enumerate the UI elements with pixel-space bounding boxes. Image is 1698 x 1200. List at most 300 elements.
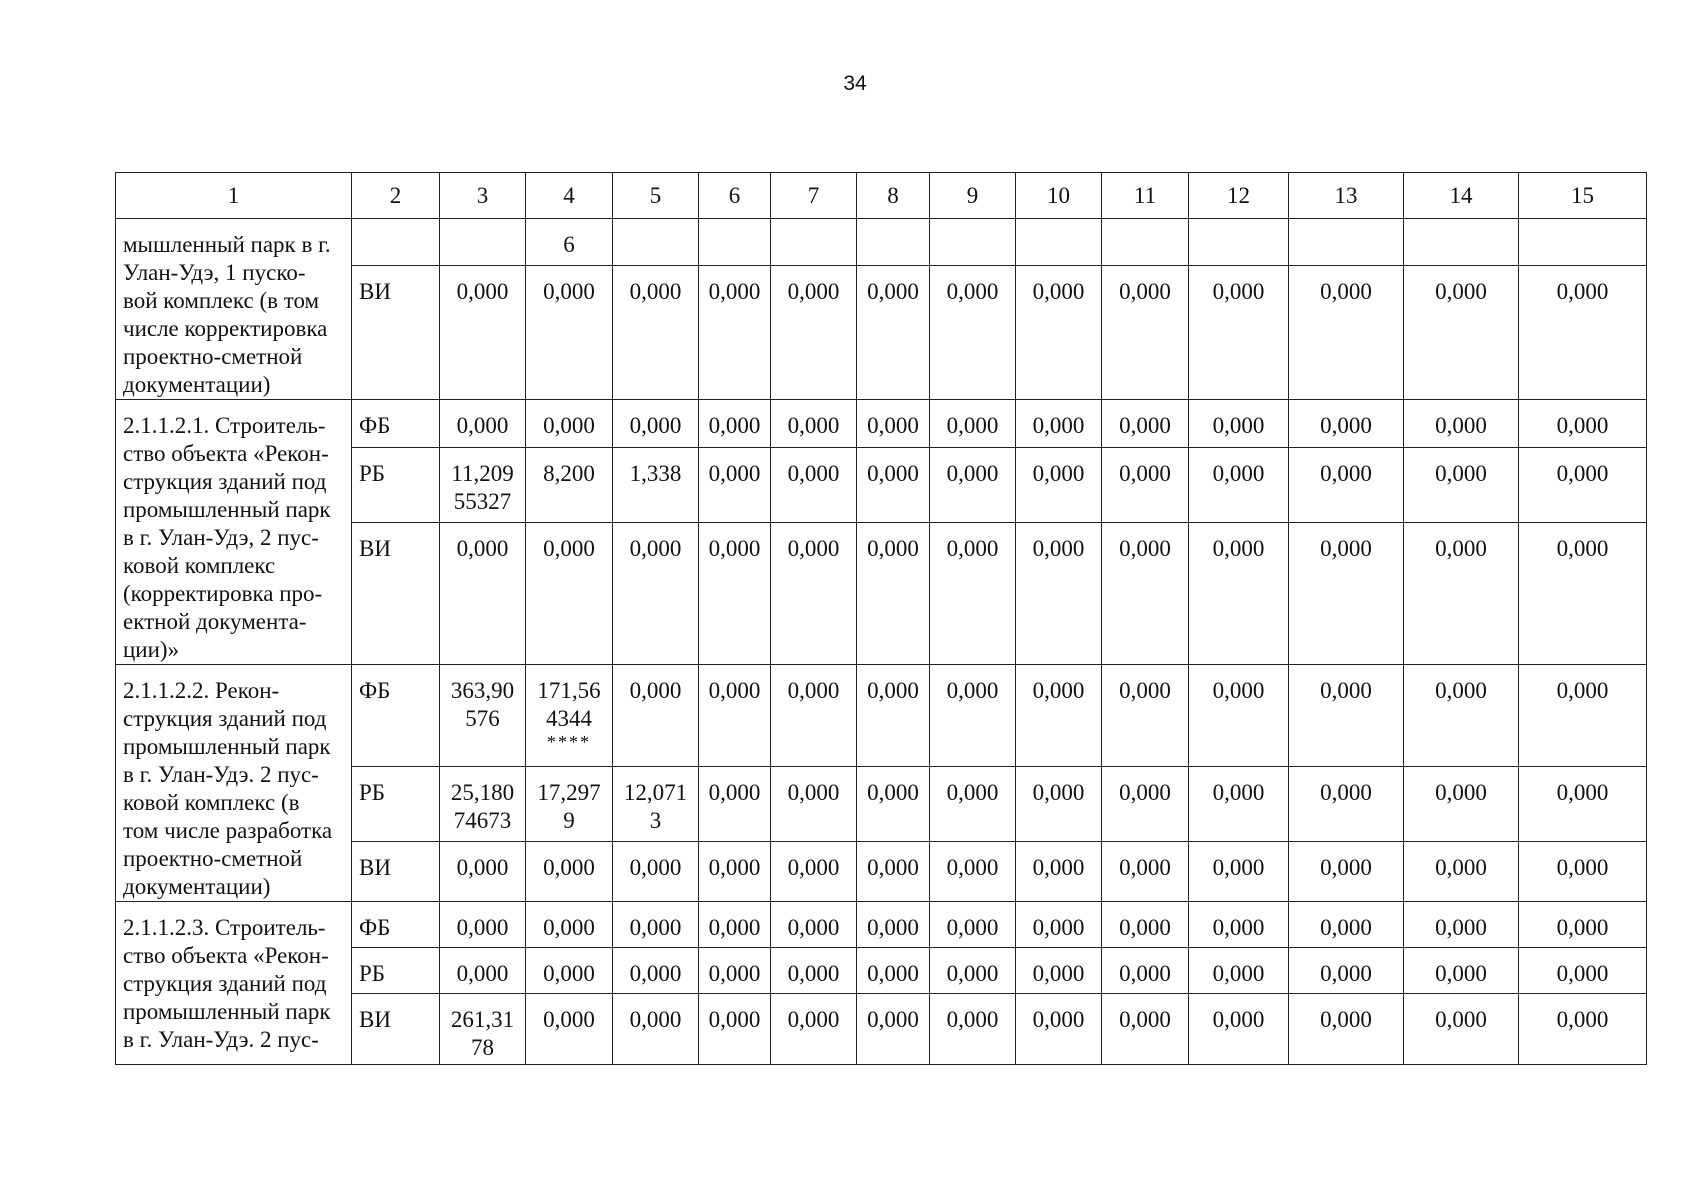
value-cell bbox=[930, 266, 1016, 400]
description-line: в г. Улан-Удэ. 2 пус- bbox=[123, 1027, 319, 1052]
value-cell bbox=[699, 448, 771, 523]
footnote-mark: **** bbox=[547, 732, 591, 752]
value-cell bbox=[613, 523, 699, 665]
value-cell bbox=[613, 767, 699, 842]
value-text: 0,000 bbox=[708, 413, 761, 438]
funding-source: ВИ bbox=[352, 266, 440, 400]
value-text: 0,000 bbox=[1435, 413, 1487, 438]
value-text: 0,000 bbox=[543, 961, 595, 986]
value-text: 0,000 bbox=[1212, 461, 1265, 487]
value-cell bbox=[1519, 841, 1647, 901]
value-cell bbox=[1519, 266, 1647, 400]
value-text: 0,000 bbox=[787, 279, 840, 305]
column-header: 2 bbox=[352, 173, 440, 219]
value-cell bbox=[1519, 767, 1647, 842]
value-cell bbox=[1016, 400, 1102, 448]
description-line: промышленный парк bbox=[123, 497, 331, 522]
value-text: 0,000 bbox=[1119, 915, 1171, 940]
value-cell bbox=[857, 219, 930, 266]
value-text: 0,000 bbox=[946, 854, 999, 880]
value-text: 0,000 bbox=[1435, 854, 1487, 880]
value-cell bbox=[613, 994, 699, 1065]
value-cell bbox=[526, 400, 613, 448]
page-number: 34 bbox=[843, 72, 867, 95]
value-text: 0,000 bbox=[1032, 678, 1085, 703]
value-cell bbox=[1016, 767, 1102, 842]
value-cell bbox=[440, 948, 526, 994]
value-text: 0,000 bbox=[708, 461, 761, 487]
item-description bbox=[116, 902, 352, 1065]
value-cell bbox=[930, 948, 1016, 994]
value-text: 0,000 bbox=[1320, 1007, 1372, 1032]
description-line: вой комплекс (в том bbox=[123, 288, 320, 313]
value-cell bbox=[1102, 448, 1189, 523]
value-text: 0,000 bbox=[629, 678, 682, 703]
value-text: 0,000 bbox=[787, 854, 840, 880]
funding-source bbox=[352, 219, 440, 266]
value-text: 0,000 bbox=[1435, 780, 1487, 806]
table-body bbox=[116, 173, 1647, 1065]
value-text: 0,000 bbox=[1032, 915, 1085, 940]
value-text: 261,31 bbox=[450, 1007, 515, 1032]
value-text: 0,000 bbox=[1032, 413, 1085, 438]
value-text: 0,000 bbox=[1212, 536, 1265, 562]
description-line: проектно-сметной bbox=[123, 846, 303, 871]
value-text: 0,000 bbox=[867, 780, 919, 806]
value-cell bbox=[613, 448, 699, 523]
description-line: 2.1.1.2.3. Строитель- bbox=[123, 915, 326, 940]
value-cell bbox=[1189, 841, 1289, 901]
value-text: 0,000 bbox=[787, 536, 840, 562]
value-cell bbox=[771, 266, 857, 400]
value-text: 0,000 bbox=[1320, 961, 1372, 986]
value-text: 11,209 bbox=[451, 461, 514, 487]
description-line: ектной документа- bbox=[123, 609, 307, 634]
value-cell bbox=[1289, 665, 1404, 767]
value-text: 0,000 bbox=[1320, 780, 1372, 806]
value-cell bbox=[857, 841, 930, 901]
value-cell bbox=[526, 219, 613, 266]
value-text: 0,000 bbox=[708, 915, 761, 940]
description-line: Улан-Удэ, 1 пуско- bbox=[123, 260, 306, 285]
value-text: 0,000 bbox=[946, 780, 999, 806]
value-cell bbox=[1016, 266, 1102, 400]
value-cell bbox=[526, 902, 613, 948]
value-cell bbox=[1289, 448, 1404, 523]
value-cell bbox=[699, 400, 771, 448]
value-text: 0,000 bbox=[1556, 961, 1609, 986]
value-text: 0,000 bbox=[946, 915, 999, 940]
value-cell bbox=[1289, 994, 1404, 1065]
value-cell bbox=[440, 994, 526, 1065]
value-text: 0,000 bbox=[1320, 678, 1372, 703]
table-row bbox=[116, 665, 1647, 767]
value-cell bbox=[1016, 523, 1102, 665]
value-cell bbox=[1289, 767, 1404, 842]
value-cell bbox=[440, 400, 526, 448]
value-cell bbox=[699, 219, 771, 266]
description-line: струкция зданий под bbox=[123, 706, 327, 731]
value-cell bbox=[1016, 902, 1102, 948]
value-text: 0,000 bbox=[708, 1007, 761, 1032]
value-text: 0,000 bbox=[456, 961, 509, 986]
value-text: 0,000 bbox=[1556, 536, 1609, 562]
value-text: 0,000 bbox=[543, 279, 595, 305]
value-cell bbox=[771, 400, 857, 448]
value-text: 0,000 bbox=[867, 413, 919, 438]
value-text: 12,071 bbox=[623, 780, 688, 806]
value-cell bbox=[1519, 400, 1647, 448]
value-text: 3 bbox=[649, 808, 662, 834]
value-cell bbox=[613, 841, 699, 901]
value-cell bbox=[1519, 665, 1647, 767]
value-cell bbox=[1102, 841, 1189, 901]
value-text: 0,000 bbox=[1320, 536, 1372, 562]
value-cell bbox=[930, 400, 1016, 448]
value-cell bbox=[771, 219, 857, 266]
value-text: 0,000 bbox=[1320, 915, 1372, 940]
value-text: 0,000 bbox=[1320, 413, 1372, 438]
value-text: 0,000 bbox=[629, 854, 682, 880]
column-header: 10 bbox=[1016, 173, 1102, 219]
value-text: 0,000 bbox=[543, 413, 595, 438]
value-cell bbox=[857, 665, 930, 767]
table-row bbox=[116, 219, 1647, 266]
value-cell bbox=[526, 841, 613, 901]
value-text: 0,000 bbox=[787, 915, 840, 940]
value-cell bbox=[613, 400, 699, 448]
value-text: 8,200 bbox=[543, 461, 595, 487]
value-cell bbox=[1016, 841, 1102, 901]
funding-source: ФБ bbox=[352, 902, 440, 948]
value-cell bbox=[1289, 266, 1404, 400]
value-cell bbox=[930, 219, 1016, 266]
value-cell bbox=[1189, 948, 1289, 994]
description-line: 2.1.1.2.2. Рекон- bbox=[123, 678, 280, 703]
value-cell bbox=[857, 902, 930, 948]
value-cell bbox=[699, 665, 771, 767]
value-cell bbox=[771, 948, 857, 994]
value-text: 0,000 bbox=[1032, 961, 1085, 986]
description-line: 2.1.1.2.1. Строитель- bbox=[123, 413, 326, 438]
value-text: 363,90 bbox=[450, 678, 515, 703]
value-cell bbox=[1404, 994, 1519, 1065]
value-text: 1,338 bbox=[629, 461, 682, 487]
value-cell bbox=[771, 902, 857, 948]
value-cell bbox=[1189, 523, 1289, 665]
value-cell bbox=[1102, 948, 1189, 994]
value-cell bbox=[1519, 902, 1647, 948]
value-cell bbox=[699, 948, 771, 994]
item-description bbox=[116, 665, 352, 902]
value-text: 0,000 bbox=[867, 854, 919, 880]
value-text: 0,000 bbox=[1556, 780, 1609, 806]
value-cell bbox=[1519, 219, 1647, 266]
value-text: 0,000 bbox=[1032, 780, 1085, 806]
value-text: 0,000 bbox=[1435, 915, 1487, 940]
value-text: 0,000 bbox=[543, 536, 595, 562]
value-cell bbox=[930, 767, 1016, 842]
value-text: 0,000 bbox=[1556, 413, 1609, 438]
value-text: 25,180 bbox=[450, 780, 515, 806]
value-cell bbox=[1189, 448, 1289, 523]
value-cell bbox=[930, 665, 1016, 767]
value-text: 0,000 bbox=[946, 961, 999, 986]
value-cell bbox=[1189, 902, 1289, 948]
description-line: том числе разработка bbox=[123, 818, 333, 843]
value-cell bbox=[857, 767, 930, 842]
value-text: 0,000 bbox=[629, 961, 682, 986]
value-cell bbox=[1519, 523, 1647, 665]
value-cell bbox=[1102, 266, 1189, 400]
value-cell bbox=[930, 448, 1016, 523]
value-cell bbox=[771, 841, 857, 901]
value-cell bbox=[857, 448, 930, 523]
value-text: 0,000 bbox=[1435, 678, 1487, 703]
value-cell bbox=[1102, 665, 1189, 767]
value-cell bbox=[857, 266, 930, 400]
description-line: документации) bbox=[123, 874, 271, 899]
value-cell bbox=[1016, 448, 1102, 523]
value-cell bbox=[1189, 994, 1289, 1065]
value-cell bbox=[440, 841, 526, 901]
value-text: 0,000 bbox=[946, 413, 999, 438]
value-cell bbox=[699, 767, 771, 842]
funding-source: ВИ bbox=[352, 841, 440, 901]
value-cell bbox=[526, 767, 613, 842]
value-cell bbox=[526, 948, 613, 994]
value-text: 0,000 bbox=[1212, 780, 1265, 806]
value-text: 0,000 bbox=[946, 461, 999, 487]
value-cell bbox=[1289, 400, 1404, 448]
value-text: 0,000 bbox=[1435, 536, 1487, 562]
value-cell bbox=[771, 994, 857, 1065]
value-cell bbox=[1404, 948, 1519, 994]
value-cell bbox=[1289, 902, 1404, 948]
description-line: проектно-сметной bbox=[123, 344, 303, 369]
column-header: 11 bbox=[1102, 173, 1189, 219]
value-cell bbox=[930, 994, 1016, 1065]
funding-source: РБ bbox=[352, 448, 440, 523]
value-text: 0,000 bbox=[946, 678, 999, 703]
value-cell bbox=[699, 266, 771, 400]
value-cell bbox=[1189, 665, 1289, 767]
value-cell bbox=[440, 665, 526, 767]
value-text: 0,000 bbox=[1212, 678, 1265, 703]
value-cell bbox=[771, 523, 857, 665]
value-cell bbox=[930, 841, 1016, 901]
value-text: 0,000 bbox=[456, 915, 509, 940]
value-text: 0,000 bbox=[1435, 1007, 1487, 1032]
description-line: в г. Улан-Удэ. 2 пус- bbox=[123, 762, 319, 787]
value-cell bbox=[613, 948, 699, 994]
value-cell bbox=[613, 266, 699, 400]
description-line: ство объекта «Рекон- bbox=[123, 943, 329, 968]
value-text: 0,000 bbox=[1556, 1007, 1609, 1032]
funding-source: ВИ bbox=[352, 523, 440, 665]
value-cell bbox=[1016, 665, 1102, 767]
value-cell bbox=[1289, 841, 1404, 901]
value-cell bbox=[1519, 994, 1647, 1065]
value-text: 0,000 bbox=[708, 961, 761, 986]
value-text: 0,000 bbox=[456, 854, 509, 880]
description-line: промышленный парк bbox=[123, 999, 331, 1024]
value-cell bbox=[1289, 523, 1404, 665]
column-header: 3 bbox=[440, 173, 526, 219]
value-cell bbox=[1404, 219, 1519, 266]
value-text: 0,000 bbox=[946, 279, 999, 305]
value-text: 0,000 bbox=[708, 678, 761, 703]
value-text: 0,000 bbox=[1435, 461, 1487, 487]
value-text: 0,000 bbox=[1212, 279, 1265, 305]
value-text: 0,000 bbox=[867, 915, 919, 940]
item-description bbox=[116, 219, 352, 400]
value-text: 0,000 bbox=[456, 413, 509, 438]
value-text: 78 bbox=[471, 1035, 494, 1060]
column-header: 4 bbox=[526, 173, 613, 219]
value-cell bbox=[526, 523, 613, 665]
value-text: 0,000 bbox=[867, 536, 919, 562]
value-cell bbox=[699, 994, 771, 1065]
value-cell bbox=[771, 767, 857, 842]
description-line: струкция зданий под bbox=[123, 469, 327, 494]
value-text: 0,000 bbox=[1435, 279, 1487, 305]
column-header: 8 bbox=[857, 173, 930, 219]
value-cell bbox=[1189, 219, 1289, 266]
value-cell bbox=[1519, 948, 1647, 994]
value-text: 0,000 bbox=[1212, 1007, 1265, 1032]
value-cell bbox=[1404, 767, 1519, 842]
column-header: 15 bbox=[1519, 173, 1647, 219]
value-text: 0,000 bbox=[543, 1007, 595, 1032]
value-text: 0,000 bbox=[867, 461, 919, 487]
value-text: 0,000 bbox=[1119, 279, 1171, 305]
value-text: 0,000 bbox=[708, 279, 761, 305]
value-text: 55327 bbox=[453, 489, 512, 515]
value-text: 0,000 bbox=[456, 536, 509, 562]
column-header: 1 bbox=[116, 173, 352, 219]
value-text: 0,000 bbox=[1032, 536, 1085, 562]
description-line: струкция зданий под bbox=[123, 971, 327, 996]
value-text: 6 bbox=[563, 232, 575, 257]
value-text: 0,000 bbox=[1119, 461, 1171, 487]
value-cell bbox=[440, 219, 526, 266]
value-cell bbox=[1404, 448, 1519, 523]
header-row bbox=[116, 173, 1647, 219]
value-text: 0,000 bbox=[1212, 413, 1265, 438]
value-cell bbox=[1404, 266, 1519, 400]
value-cell bbox=[930, 902, 1016, 948]
value-cell bbox=[1519, 448, 1647, 523]
funding-source: РБ bbox=[352, 767, 440, 842]
column-header: 14 bbox=[1404, 173, 1519, 219]
value-text: 0,000 bbox=[1556, 461, 1609, 487]
value-text: 0,000 bbox=[1212, 961, 1265, 986]
value-cell bbox=[613, 902, 699, 948]
value-text: 0,000 bbox=[1119, 678, 1171, 703]
value-text: 0,000 bbox=[946, 536, 999, 562]
value-text: 0,000 bbox=[1212, 915, 1265, 940]
value-text: 576 bbox=[465, 706, 500, 731]
value-text: 0,000 bbox=[867, 961, 919, 986]
table-row bbox=[116, 902, 1647, 948]
value-text: 0,000 bbox=[1032, 279, 1085, 305]
value-text: 0,000 bbox=[708, 854, 761, 880]
value-text: 0,000 bbox=[867, 1007, 919, 1032]
value-text: 0,000 bbox=[708, 536, 761, 562]
value-cell bbox=[1404, 902, 1519, 948]
value-text: 0,000 bbox=[1032, 461, 1085, 487]
value-text: 74673 bbox=[453, 808, 512, 834]
column-header: 12 bbox=[1189, 173, 1289, 219]
value-text: 0,000 bbox=[787, 678, 840, 703]
funding-source: ФБ bbox=[352, 400, 440, 448]
value-cell bbox=[1102, 767, 1189, 842]
table-row bbox=[116, 400, 1647, 448]
value-cell bbox=[1404, 665, 1519, 767]
value-text: 0,000 bbox=[1556, 854, 1609, 880]
value-cell bbox=[1102, 523, 1189, 665]
value-text: 0,000 bbox=[708, 780, 761, 806]
description-line: ции)» bbox=[123, 637, 180, 662]
column-header: 9 bbox=[930, 173, 1016, 219]
value-cell bbox=[1102, 994, 1189, 1065]
value-cell bbox=[930, 523, 1016, 665]
description-line: промышленный парк bbox=[123, 734, 331, 759]
value-text: 4344 bbox=[546, 706, 592, 731]
value-text: 0,000 bbox=[1119, 1007, 1171, 1032]
value-text: 0,000 bbox=[1119, 854, 1171, 880]
funding-source: ФБ bbox=[352, 665, 440, 767]
value-text: 0,000 bbox=[1435, 961, 1487, 986]
value-cell bbox=[1289, 948, 1404, 994]
value-text: 0,000 bbox=[543, 915, 595, 940]
value-text: 0,000 bbox=[1119, 413, 1171, 438]
value-text: 0,000 bbox=[867, 678, 919, 703]
value-cell bbox=[1404, 400, 1519, 448]
value-text: 0,000 bbox=[1212, 854, 1265, 880]
value-cell bbox=[699, 902, 771, 948]
value-cell bbox=[1404, 841, 1519, 901]
description-line: документации) bbox=[123, 372, 271, 397]
value-cell bbox=[1189, 266, 1289, 400]
value-text: 0,000 bbox=[787, 780, 840, 806]
description-line: ство объекта «Рекон- bbox=[123, 441, 329, 466]
value-text: 0,000 bbox=[1320, 854, 1372, 880]
value-cell bbox=[526, 994, 613, 1065]
description-line: числе корректировка bbox=[123, 316, 328, 341]
value-text: 0,000 bbox=[787, 461, 840, 487]
value-text: 0,000 bbox=[1556, 279, 1609, 305]
value-text: 0,000 bbox=[629, 915, 682, 940]
value-cell bbox=[771, 448, 857, 523]
value-cell bbox=[1016, 948, 1102, 994]
value-cell bbox=[771, 665, 857, 767]
budget-table bbox=[115, 172, 1647, 1065]
funding-source: ВИ bbox=[352, 994, 440, 1065]
value-text: 0,000 bbox=[629, 413, 682, 438]
value-text: 0,000 bbox=[787, 1007, 840, 1032]
value-text: 0,000 bbox=[1119, 780, 1171, 806]
value-cell bbox=[526, 448, 613, 523]
value-cell bbox=[440, 266, 526, 400]
value-text: 0,000 bbox=[1556, 678, 1609, 703]
value-text: 0,000 bbox=[1320, 461, 1372, 487]
value-cell bbox=[1102, 902, 1189, 948]
column-header: 13 bbox=[1289, 173, 1404, 219]
value-cell bbox=[440, 448, 526, 523]
value-cell bbox=[440, 523, 526, 665]
